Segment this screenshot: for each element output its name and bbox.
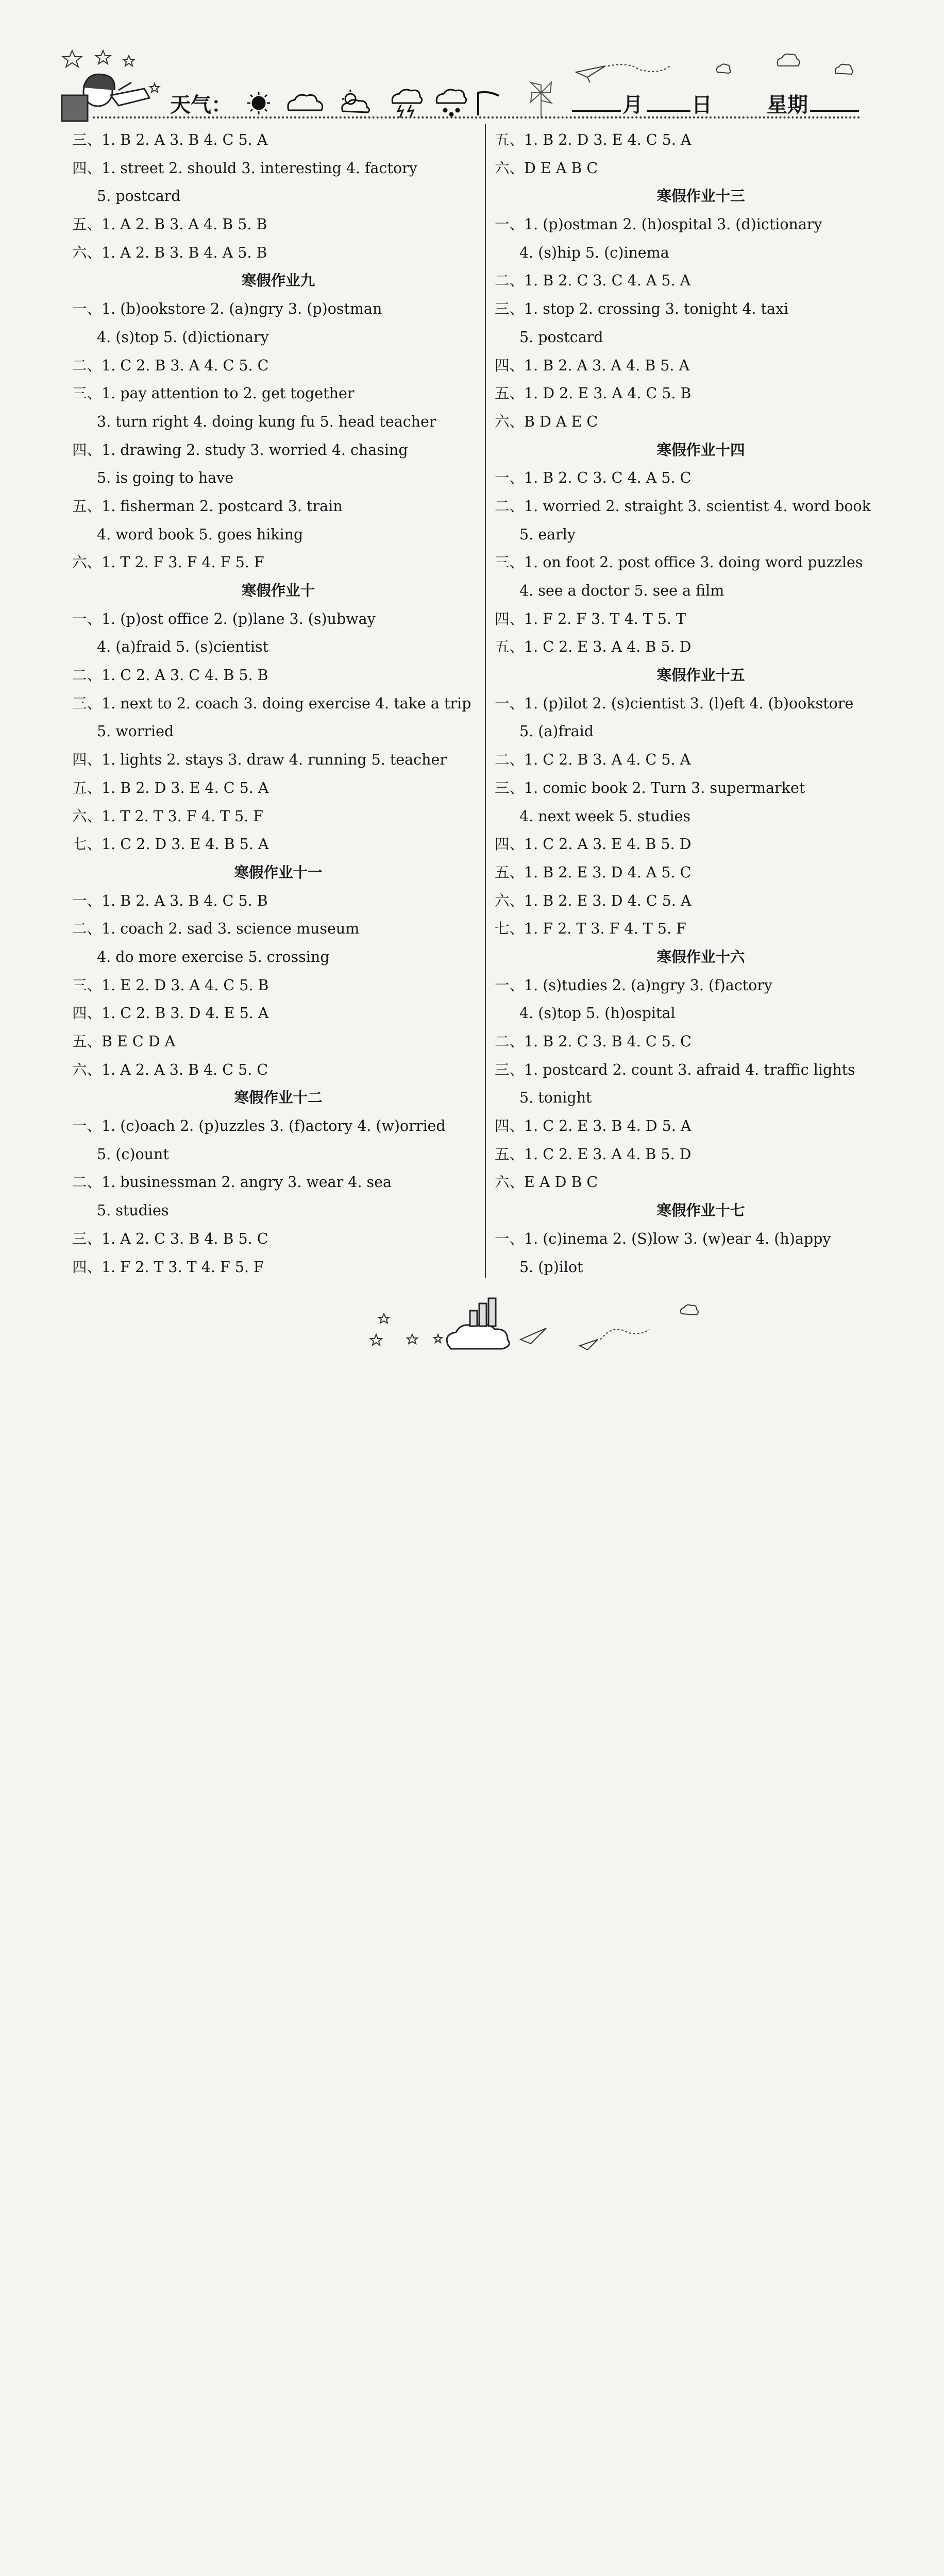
month-label: 月 — [622, 93, 643, 117]
answer-line: 三、1. on foot 2. post office 3. doing word puzzles — [495, 554, 863, 571]
answer-line: 二、1. C 2. B 3. A 4. C 5. A — [495, 751, 691, 769]
answer-line: 七、1. C 2. D 3. E 4. B 5. A — [72, 836, 269, 853]
cloudy-icon — [288, 95, 323, 110]
weather-label: 天气： — [170, 93, 232, 117]
answer-line: 四、1. street 2. should 3. interesting 4. factory — [72, 159, 417, 177]
answer-line: 一、1. (s)tudies 2. (a)ngry 3. (f)actory — [495, 976, 773, 994]
answer-line: 四、1. C 2. E 3. B 4. D 5. A — [495, 1117, 692, 1135]
answer-line: 六、E A D B C — [495, 1174, 598, 1191]
answer-line: 六、D E A B C — [495, 159, 598, 177]
answer-line: 六、1. T 2. T 3. F 4. T 5. F — [72, 807, 264, 825]
section-heading: 寒假作业十四 — [656, 441, 745, 459]
answer-line: 五、1. A 2. B 3. A 4. B 5. B — [72, 216, 267, 233]
answer-line: 六、1. T 2. F 3. F 4. F 5. F — [72, 554, 264, 571]
answer-line: 五、1. D 2. E 3. A 4. C 5. B — [495, 385, 692, 402]
answer-line: 四、1. lights 2. stays 3. draw 4. running 5. teacher — [72, 751, 447, 769]
answer-line: 三、1. B 2. A 3. B 4. C 5. A — [72, 131, 268, 148]
paper-plane-icon — [576, 64, 670, 82]
answer-line: 四、1. C 2. B 3. D 4. E 5. A — [72, 1005, 269, 1022]
answer-line: 二、1. C 2. A 3. C 4. B 5. B — [72, 667, 268, 684]
weekday-label: 星期 — [767, 93, 808, 117]
answer-line: 六、1. A 2. A 3. B 4. C 5. C — [72, 1061, 268, 1078]
answer-line: 四、1. F 2. F 3. T 4. T 5. T — [495, 610, 686, 628]
answer-line: 一、1. (c)oach 2. (p)uzzles 3. (f)actory 4. (w)orried — [72, 1117, 446, 1135]
answer-line: 二、1. B 2. C 3. B 4. C 5. C — [495, 1033, 692, 1050]
answer-line: 三、1. E 2. D 3. A 4. C 5. B — [72, 976, 269, 994]
footer-decoration — [0, 1288, 944, 1381]
answer-line: 三、1. stop 2. crossing 3. tonight 4. taxi — [495, 300, 789, 318]
answer-line: 四、1. drawing 2. study 3. worried 4. chasing — [72, 441, 408, 459]
left-answer-column — [72, 126, 484, 1281]
answer-line: 二、1. B 2. C 3. C 4. A 5. A — [495, 272, 691, 290]
star-icon — [370, 1314, 442, 1345]
answer-line: 5. postcard — [519, 328, 603, 346]
answer-line: 六、B D A E C — [495, 413, 598, 430]
answer-line: 三、1. A 2. C 3. B 4. B 5. C — [72, 1230, 268, 1247]
section-heading: 寒假作业十五 — [656, 667, 745, 684]
paper-plane-icon — [520, 1328, 649, 1350]
weekday-blank[interactable] — [810, 110, 859, 112]
answer-line: 三、1. next to 2. coach 3. doing exercise 4. take a trip — [72, 694, 471, 712]
page-footer — [0, 1288, 944, 1381]
answer-line: 七、1. F 2. T 3. F 4. T 5. F — [495, 920, 686, 938]
header-dotted-rule — [93, 116, 861, 118]
answer-line: 四、1. C 2. A 3. E 4. B 5. D — [495, 836, 692, 853]
sun-icon — [247, 92, 270, 114]
answer-line: 4. word book 5. goes hiking — [97, 526, 304, 543]
rain-icon — [436, 90, 466, 116]
section-heading: 寒假作业十六 — [656, 948, 745, 965]
answer-line: 5. worried — [97, 723, 174, 740]
small-cloud-icon — [717, 54, 853, 74]
answer-line: 4. see a doctor 5. see a film — [519, 582, 724, 599]
answer-line: 5. studies — [97, 1202, 169, 1219]
column-divider — [485, 124, 486, 1278]
answer-line: 一、1. (p)ilot 2. (s)cientist 3. (l)eft 4. (b)ookstore — [495, 694, 854, 712]
section-heading: 寒假作业十一 — [234, 863, 323, 881]
answer-line: 5. postcard — [97, 188, 181, 205]
answer-line: 五、1. B 2. D 3. E 4. C 5. A — [495, 131, 692, 148]
answer-line: 三、1. postcard 2. count 3. afraid 4. traffic lights — [495, 1061, 855, 1078]
answer-line: 一、1. (p)ostman 2. (h)ospital 3. (d)ictionary — [495, 216, 822, 233]
section-heading: 寒假作业十七 — [656, 1202, 745, 1219]
small-cloud-icon — [681, 1305, 698, 1315]
section-heading: 寒假作业十 — [241, 582, 315, 599]
answer-line: 5. is going to have — [97, 469, 234, 487]
answer-line: 三、1. pay attention to 2. get together — [72, 385, 355, 402]
pinwheel-icon — [531, 82, 551, 117]
answer-line: 4. (s)top 5. (h)ospital — [519, 1005, 676, 1022]
answer-line: 4. next week 5. studies — [519, 807, 691, 825]
answer-line: 五、1. C 2. E 3. A 4. B 5. D — [495, 638, 692, 656]
windy-icon — [478, 92, 499, 115]
answer-line: 二、1. worried 2. straight 3. scientist 4. word book — [495, 497, 871, 515]
answer-line: 4. (a)fraid 5. (s)cientist — [97, 638, 269, 656]
answer-line: 5. (a)fraid — [519, 723, 594, 740]
right-answer-column — [495, 126, 907, 1281]
answer-line: 一、1. (p)ost office 2. (p)lane 3. (s)ubway — [72, 610, 376, 628]
page-header — [0, 0, 944, 124]
partly-cloudy-icon — [342, 90, 369, 112]
answer-line: 五、1. C 2. E 3. A 4. B 5. D — [495, 1145, 692, 1163]
answer-line: 一、1. B 2. C 3. C 4. A 5. C — [495, 469, 692, 487]
answer-line: 4. do more exercise 5. crossing — [97, 948, 330, 965]
answer-line: 四、1. B 2. A 3. A 4. B 5. A — [495, 357, 690, 374]
answer-line: 一、1. B 2. A 3. B 4. C 5. B — [72, 892, 268, 909]
answer-line: 5. (p)ilot — [519, 1258, 583, 1276]
answer-line: 5. tonight — [519, 1089, 592, 1107]
answer-line: 二、1. coach 2. sad 3. science museum — [72, 920, 360, 938]
section-heading: 寒假作业十三 — [656, 188, 745, 205]
answer-line: 五、B E C D A — [72, 1033, 176, 1050]
answer-line: 5. (c)ount — [97, 1145, 169, 1163]
answer-line: 一、1. (c)inema 2. (S)low 3. (w)ear 4. (h)appy — [495, 1230, 831, 1247]
cloud-city-icon — [447, 1298, 509, 1349]
answer-line: 五、1. B 2. E 3. D 4. A 5. C — [495, 863, 692, 881]
answer-line: 三、1. comic book 2. Turn 3. supermarket — [495, 779, 805, 796]
answer-line: 一、1. (b)ookstore 2. (a)ngry 3. (p)ostman — [72, 300, 382, 318]
answer-line: 4. (s)hip 5. (c)inema — [519, 244, 669, 261]
answer-line: 五、1. fisherman 2. postcard 3. train — [72, 497, 343, 515]
answer-line: 二、1. C 2. B 3. A 4. C 5. C — [72, 357, 269, 374]
answer-line: 5. early — [519, 526, 576, 543]
answer-line: 四、1. F 2. T 3. T 4. F 5. F — [72, 1258, 264, 1276]
day-blank[interactable] — [647, 110, 690, 112]
answer-line: 3. turn right 4. doing kung fu 5. head teacher — [97, 413, 436, 430]
answer-line: 二、1. businessman 2. angry 3. wear 4. sea — [72, 1174, 392, 1191]
child-reading-icon — [62, 74, 149, 121]
answer-line: 六、1. A 2. B 3. B 4. A 5. B — [72, 244, 267, 261]
month-blank[interactable] — [572, 110, 621, 112]
day-label: 日 — [692, 93, 712, 117]
section-heading: 寒假作业十二 — [234, 1089, 323, 1107]
answer-line: 4. (s)top 5. (d)ictionary — [97, 328, 269, 346]
answer-line: 五、1. B 2. D 3. E 4. C 5. A — [72, 779, 269, 796]
answer-line: 六、1. B 2. E 3. D 4. C 5. A — [495, 892, 692, 909]
thunderstorm-icon — [392, 90, 422, 117]
section-heading: 寒假作业九 — [241, 272, 315, 290]
